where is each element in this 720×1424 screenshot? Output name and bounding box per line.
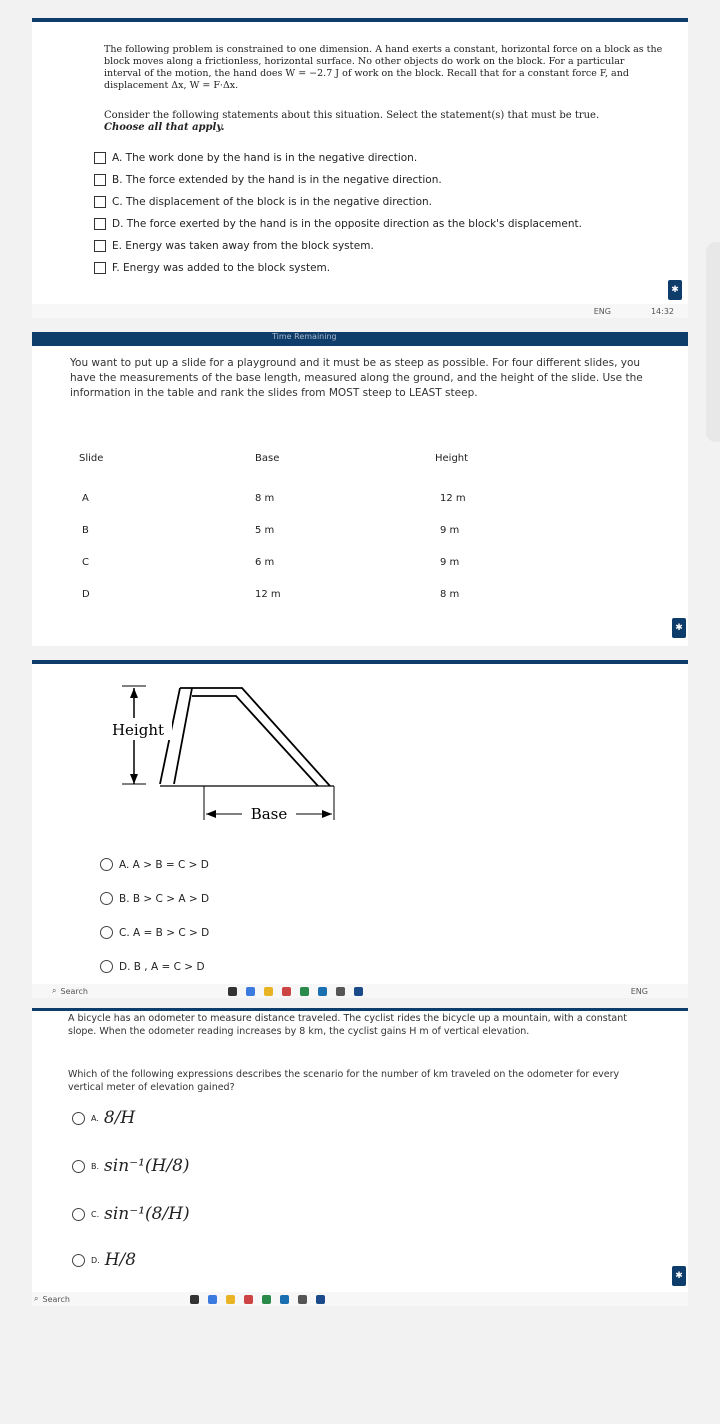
option-label: B. The force extended by the hand is in the negative direction.	[112, 174, 442, 186]
side-scroll-handle[interactable]	[706, 242, 720, 442]
app-icon[interactable]	[282, 987, 291, 996]
question-panel-4	[32, 1008, 688, 1306]
app-icon[interactable]	[280, 1295, 289, 1304]
question-panel-2	[32, 332, 688, 646]
checkbox-option-c[interactable]	[94, 196, 432, 208]
app-icon[interactable]	[262, 1295, 271, 1304]
option-label: F. Energy was added to the block system.	[112, 262, 331, 274]
clock: 14:32	[650, 306, 674, 316]
app-icon[interactable]	[298, 1295, 307, 1304]
height-label: Height	[111, 721, 165, 739]
lang-indicator: ENG	[593, 306, 611, 316]
lang-indicator: ENG	[630, 986, 648, 996]
folder-icon[interactable]	[264, 987, 273, 996]
radio[interactable]	[100, 858, 113, 871]
cell: 9 m	[440, 524, 460, 536]
extension-icon[interactable]: ✱	[668, 280, 682, 300]
panel-top-bar	[32, 18, 688, 22]
panel-top-bar	[32, 660, 688, 664]
option-expression: H/8	[104, 1250, 137, 1270]
cell: A	[82, 492, 89, 504]
time-remaining-label: Time Remaining	[272, 332, 337, 341]
radio-option-d[interactable]	[100, 960, 205, 973]
checkbox-option-d[interactable]	[94, 218, 582, 230]
option-label: A. The work done by the hand is in the negative direction.	[112, 152, 418, 164]
checkbox-option-f[interactable]	[94, 262, 330, 274]
col-height: Height	[435, 453, 469, 464]
app-icon[interactable]	[318, 987, 327, 996]
option-expression: sin⁻¹(H/8)	[104, 1156, 190, 1176]
cell: 8 m	[440, 588, 460, 600]
app-icon[interactable]	[336, 987, 345, 996]
cell: 8 m	[255, 492, 275, 504]
app-icon[interactable]	[244, 1295, 253, 1304]
table-row	[78, 514, 498, 546]
radio[interactable]	[72, 1112, 85, 1125]
app-icon[interactable]	[354, 987, 363, 996]
taskbar-search[interactable]: Search	[42, 1294, 70, 1304]
bicycle-intro: A bicycle has an odometer to measure distance traveled. The cyclist rides the bicycle up a mountain, with a constant slope. When the odometer reading increases by 8 km, the cyclist gains H m of vertical elevation.	[68, 1013, 627, 1037]
question-panel-1	[32, 18, 688, 316]
app-icon[interactable]	[300, 987, 309, 996]
app-icon[interactable]	[246, 987, 255, 996]
extension-icon[interactable]: ✱	[672, 1266, 686, 1286]
radio[interactable]	[100, 960, 113, 973]
radio[interactable]	[100, 892, 113, 905]
table-header	[78, 452, 498, 482]
radio-option-b[interactable]	[100, 892, 209, 905]
radio-option-a[interactable]	[72, 1108, 135, 1128]
radio-option-a[interactable]	[100, 858, 209, 871]
table-row	[78, 482, 498, 514]
radio-option-c[interactable]	[72, 1204, 190, 1224]
option-letter: D.	[91, 1255, 100, 1265]
cell: 6 m	[255, 556, 275, 568]
question-intro: The following problem is constrained to one dimension. A hand exerts a constant, horizontal force on a block as the block moves along a frictionless, horizontal surface. No other objects do work on the block. For a particular interval of the motion, the hand does W = −2.7 J of work on the block. Recall that for a constant force F, and displacement Δx, W = F·Δx.	[104, 44, 663, 91]
app-icon[interactable]	[228, 987, 237, 996]
checkbox-option-b[interactable]	[94, 174, 442, 186]
option-label: E. Energy was taken away from the block system.	[112, 240, 374, 252]
choose-all-label: Choose all that apply.	[104, 122, 225, 133]
taskbar-strip-2	[32, 984, 688, 998]
option-expression: sin⁻¹(8/H)	[104, 1204, 190, 1224]
option-label: C. A = B > C > D	[119, 926, 210, 939]
radio[interactable]	[72, 1160, 85, 1173]
search-icon[interactable]: ⌕	[52, 986, 57, 995]
col-base: Base	[255, 453, 280, 464]
option-label: A. A > B = C > D	[119, 858, 209, 871]
search-icon[interactable]: ⌕	[34, 1294, 39, 1303]
taskbar-strip-3	[32, 1292, 688, 1306]
cell: 12 m	[440, 492, 466, 504]
checkbox[interactable]	[94, 218, 106, 230]
option-label: D. B , A = C > D	[119, 960, 205, 973]
cell: D	[82, 588, 90, 600]
taskbar-strip-1	[32, 304, 688, 318]
slide-table	[78, 452, 498, 610]
folder-icon[interactable]	[226, 1295, 235, 1304]
checkbox[interactable]	[94, 240, 106, 252]
app-icon[interactable]	[190, 1295, 199, 1304]
checkbox-option-e[interactable]	[94, 240, 374, 252]
time-remaining-bar	[32, 332, 688, 346]
radio-option-d[interactable]	[72, 1250, 136, 1270]
col-slide: Slide	[79, 453, 104, 464]
checkbox[interactable]	[94, 262, 106, 274]
radio[interactable]	[72, 1254, 85, 1267]
cell: C	[82, 556, 89, 568]
checkbox[interactable]	[94, 196, 106, 208]
taskbar-search[interactable]: Search	[60, 986, 88, 996]
option-expression: 8/H	[103, 1108, 136, 1128]
option-letter: A.	[91, 1113, 99, 1123]
radio[interactable]	[72, 1208, 85, 1221]
cell: 12 m	[255, 588, 281, 600]
option-letter: B.	[91, 1161, 100, 1171]
checkbox[interactable]	[94, 152, 106, 164]
panel-top-bar	[32, 1008, 688, 1011]
bicycle-prompt: Which of the following expressions describes the scenario for the number of km traveled on the odometer for every vertical meter of elevation gained?	[68, 1069, 620, 1093]
option-letter: C.	[91, 1209, 100, 1219]
checkbox[interactable]	[94, 174, 106, 186]
slide-diagram	[92, 674, 392, 844]
extension-icon[interactable]: ✱	[672, 618, 686, 638]
table-row	[78, 546, 498, 578]
checkbox-option-a[interactable]	[94, 152, 417, 164]
option-label: B. B > C > A > D	[119, 892, 210, 905]
option-label: D. The force exerted by the hand is in the opposite direction as the block's displacement.	[112, 218, 582, 230]
radio-option-b[interactable]	[72, 1156, 190, 1176]
base-label: Base	[250, 805, 288, 823]
cell: B	[82, 524, 89, 536]
app-icon[interactable]	[208, 1295, 217, 1304]
radio[interactable]	[100, 926, 113, 939]
question-prompt	[104, 110, 664, 134]
prompt-text: Consider the following statements about this situation. Select the statement(s) that must be true.	[104, 110, 600, 121]
app-icon[interactable]	[316, 1295, 325, 1304]
cell: 5 m	[255, 524, 275, 536]
cell: 9 m	[440, 556, 460, 568]
question-panel-3	[32, 660, 688, 990]
option-label: C. The displacement of the block is in the negative direction.	[112, 196, 433, 208]
slide-intro: You want to put up a slide for a playground and it must be as steep as possible. For four different slides, you have the measurements of the base length, measured along the ground, and the height of the slide. Use the information in the table and rank the slides from MOST steep to LEAST steep.	[70, 357, 643, 399]
table-row	[78, 578, 498, 610]
radio-option-c[interactable]	[100, 926, 209, 939]
